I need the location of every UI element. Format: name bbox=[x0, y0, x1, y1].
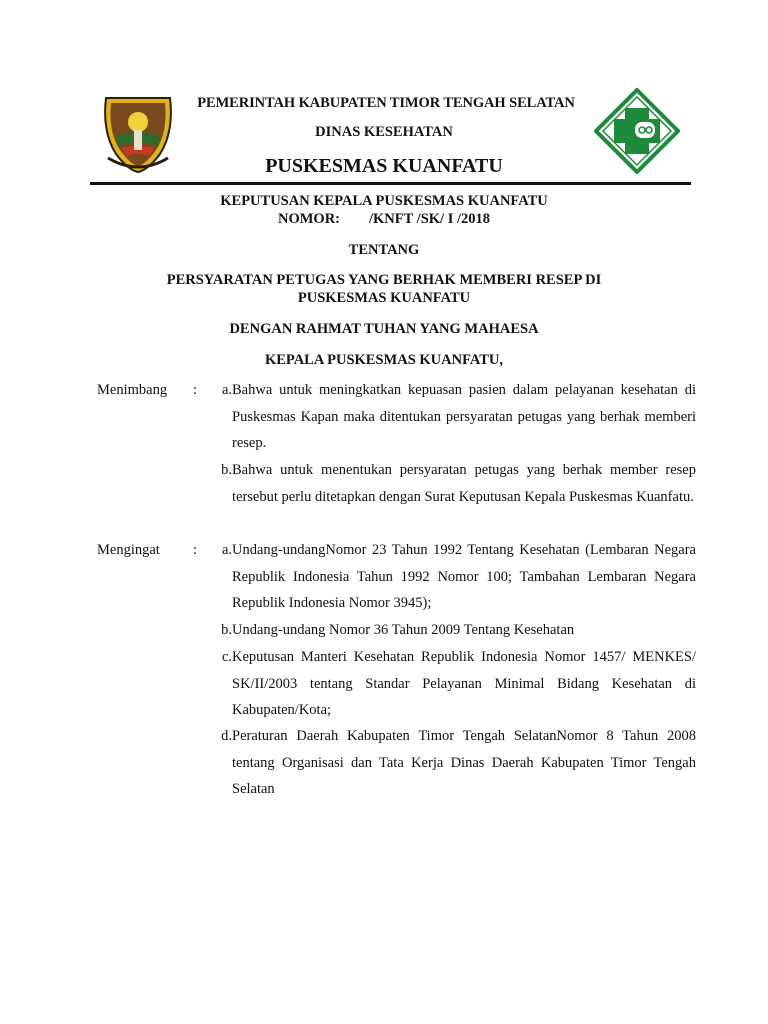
list-item-text: Undang-undang Nomor 36 Tahun 2009 Tentang Kesehatan bbox=[232, 622, 575, 638]
recalling-item-d bbox=[212, 723, 696, 803]
considering-item-b bbox=[212, 457, 696, 510]
list-marker: b. bbox=[221, 462, 232, 478]
letterhead-divider bbox=[90, 182, 691, 185]
considering-colon: : bbox=[193, 382, 198, 398]
list-marker: b. bbox=[221, 622, 232, 638]
recalling-item-b bbox=[212, 617, 696, 644]
recalling-colon: : bbox=[193, 542, 198, 558]
regency-coat-of-arms-icon bbox=[98, 92, 178, 174]
decree-subject-line2: PUSKESMAS KUANFATU bbox=[297, 290, 471, 306]
list-item-text: Peraturan Daerah Kabupaten Timor Tengah SelatanNomor 8 Tahun 2008 tentang Organisasi dan Tata Kerja Dinas Daerah Kabupaten Timor Tengah Selatan bbox=[232, 728, 696, 797]
puskesmas-logo-icon bbox=[594, 88, 680, 174]
decree-number: NOMOR: /KNFT /SK/ I /2018 bbox=[277, 211, 490, 227]
recalling-item-a bbox=[212, 537, 696, 617]
recalling-label: Mengingat bbox=[97, 542, 160, 558]
list-item-text: Bahwa untuk meningkatkan kepuasan pasien dalam pelayanan kesehatan di Puskesmas Kapan maka ditentukan persyaratan petugas yang berhak memberi resep. bbox=[232, 382, 696, 451]
decree-official: KEPALA PUSKESMAS KUANFATU, bbox=[264, 352, 504, 368]
list-marker: d. bbox=[221, 728, 232, 744]
decree-blessing: DENGAN RAHMAT TUHAN YANG MAHAESA bbox=[229, 321, 539, 337]
list-item-text: Keputusan Manteri Kesehatan Republik Indonesia Nomor 1457/ MENKES/ SK/II/2003 tentang Standar Pelayanan Minimal Bidang Kesehatan di Kabupaten/Kota; bbox=[232, 649, 696, 718]
letterhead-department: DINAS KESEHATAN bbox=[315, 124, 453, 140]
letterhead-government: PEMERINTAH KABUPATEN TIMOR TENGAH SELATAN bbox=[197, 95, 575, 111]
recalling-item-c bbox=[212, 644, 696, 724]
considering-label: Menimbang bbox=[97, 382, 168, 398]
list-marker: a. bbox=[221, 542, 232, 558]
letterhead-puskesmas: PUSKESMAS KUANFATU bbox=[265, 155, 503, 177]
decree-subject-line1: PERSYARATAN PETUGAS YANG BERHAK MEMBERI RESEP DI bbox=[166, 272, 602, 288]
considering-item-a bbox=[212, 377, 696, 457]
list-item-text: Bahwa untuk menentukan persyaratan petugas yang berhak member resep tersebut perlu ditetapkan dengan Surat Keputusan Kepala Puskesmas Kuanfatu. bbox=[232, 462, 696, 505]
decree-about-label: TENTANG bbox=[348, 242, 420, 258]
list-item-text: Undang-undangNomor 23 Tahun 1992 Tentang Kesehatan (Lembaran Negara Republik Indonesia Tahun 1992 Nomor 100; Tambahan Lembaran Negara Republik Indonesia Nomor 3945); bbox=[232, 542, 696, 611]
list-marker: c. bbox=[221, 649, 232, 665]
list-marker: a. bbox=[221, 382, 232, 398]
decree-title: KEPUTUSAN KEPALA PUSKESMAS KUANFATU bbox=[220, 193, 548, 209]
